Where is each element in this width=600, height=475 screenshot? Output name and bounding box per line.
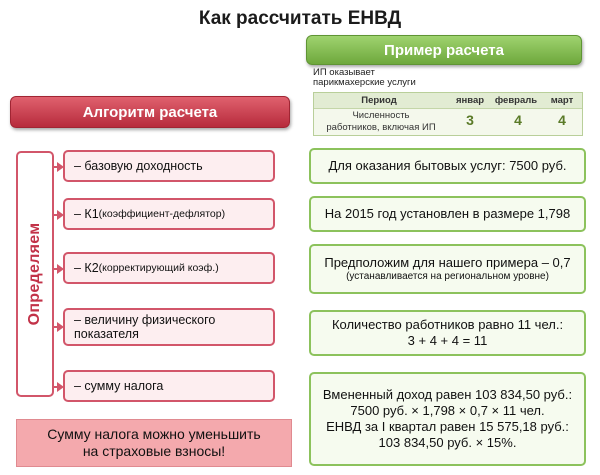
insurance-note <box>16 419 292 467</box>
step-k1 <box>63 198 275 230</box>
example-physical-indicator-line1: Количество работников равно 11 чел.: <box>331 317 564 332</box>
table-header-period: Период <box>361 95 397 106</box>
step-k1-text: – К1 <box>74 207 99 221</box>
example-k1-line1: На 2015 год установлен в размере 1,798 <box>324 206 571 221</box>
step-k1-note: (коэффициент-дефлятор) <box>98 208 226 220</box>
insurance-note-line1: Сумму налога можно уменьшить <box>47 426 261 442</box>
step-tax-amount <box>63 370 275 402</box>
step-physical-indicator-line2: показателя <box>74 327 139 341</box>
table-header-row <box>314 93 582 109</box>
example-k2-sub: (устанавливается на региональном уровне) <box>346 271 549 282</box>
step-physical-indicator-line1: – величину физического <box>74 313 216 327</box>
step-k2 <box>63 252 275 284</box>
step-k2-note: (корректирующий коэф.) <box>98 262 219 274</box>
table-value-2: 4 <box>514 112 522 128</box>
ip-note-line1: ИП оказывает <box>313 67 375 78</box>
table-row-label <box>316 110 446 134</box>
example-tax-amount-line4: 103 834,50 руб. × 15%. <box>378 435 517 450</box>
algorithm-header: Алгоритм расчета <box>10 96 290 128</box>
example-base-income <box>309 148 586 184</box>
ip-note-line2: парикмахерские услуги <box>313 77 416 88</box>
table-header-month-3: март <box>550 95 574 106</box>
step-tax-amount-text: – сумму налога <box>74 379 164 393</box>
table-header-month-1: январ <box>455 95 485 106</box>
step-physical-indicator <box>63 308 275 346</box>
example-tax-amount-line3: ЕНВД за I квартал равен 15 575,18 руб.: <box>326 419 569 434</box>
step-base-income-text: – базовую доходность <box>74 159 203 173</box>
table-value-3: 4 <box>558 112 566 128</box>
example-k2-line1: Предположим для нашего примера – 0,7 <box>324 255 571 270</box>
example-header: Пример расчета <box>306 35 582 65</box>
example-tax-amount-line2: 7500 руб. × 1,798 × 0,7 × 11 чел. <box>350 403 545 418</box>
table-header-month-2: февраль <box>494 95 538 106</box>
example-k2 <box>309 244 586 294</box>
example-k1 <box>309 196 586 232</box>
example-physical-indicator <box>309 310 586 356</box>
example-tax-amount-line1: Вмененный доход равен 103 834,50 руб.: <box>322 387 573 402</box>
table-row-label-line2: работников, включая ИП <box>326 122 436 133</box>
determine-label: Определяем <box>26 222 43 326</box>
step-k2-text: – К2 <box>74 261 99 275</box>
example-base-income-line1: Для оказания бытовых услуг: 7500 руб. <box>328 158 567 173</box>
table-value-1: 3 <box>466 112 474 128</box>
determine-bracket <box>16 151 54 397</box>
ip-note <box>313 68 583 88</box>
step-base-income <box>63 150 275 182</box>
insurance-note-line2: на страховые взносы! <box>82 443 226 459</box>
page-title: Как рассчитать ЕНВД <box>198 8 402 29</box>
example-tax-amount <box>309 372 586 466</box>
employee-count-table <box>313 92 583 136</box>
table-row-label-line1: Численность <box>352 110 410 121</box>
example-physical-indicator-line2: 3 + 4 + 4 = 11 <box>407 333 488 348</box>
